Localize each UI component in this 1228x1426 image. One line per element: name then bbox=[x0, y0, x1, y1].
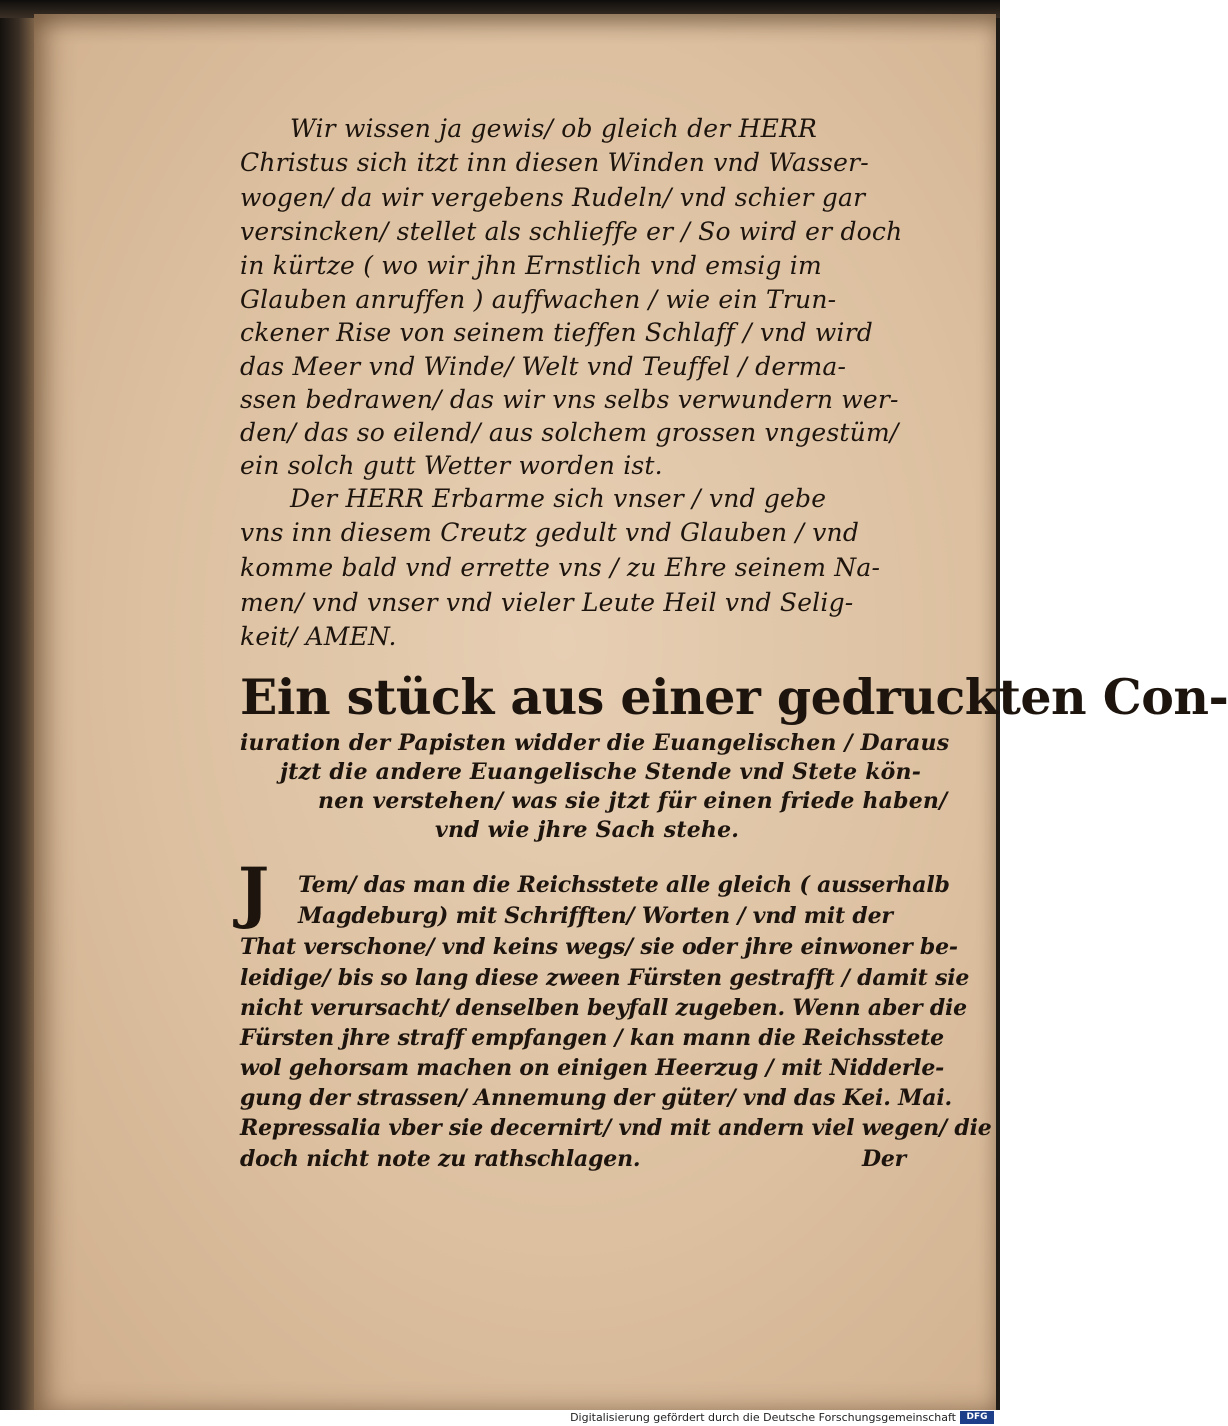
body-line: men/ vnd vnser vnd vieler Leute Heil vnd Selig- bbox=[240, 588, 854, 617]
item-line: Magdeburg) mit Schrifften/ Worten / vnd mit der bbox=[298, 903, 893, 929]
item-line: leidige/ bis so lang diese zween Fürsten gestrafft / damit sie bbox=[240, 965, 970, 991]
body-line: wogen/ da wir vergebens Rudeln/ vnd schier gar bbox=[240, 183, 866, 212]
footer-credit: Digitalisierung gefördert durch die Deutsche Forschungsgemeinschaft bbox=[570, 1411, 956, 1424]
item-line: Repressalia vber sie decernirt/ vnd mit andern viel wegen/ die bbox=[240, 1115, 992, 1141]
drop-cap-initial: J bbox=[238, 853, 270, 931]
body-line: Wir wissen ja gewis/ ob gleich der HERR bbox=[290, 114, 818, 143]
item-line: wol gehorsam machen on einigen Heerzug / mit Nidderle- bbox=[240, 1055, 945, 1081]
item-line: doch nicht note zu rathschlagen. bbox=[240, 1146, 641, 1172]
body-line: ein solch gutt Wetter worden ist. bbox=[240, 451, 663, 480]
body-line: komme bald vnd errette vns / zu Ehre seinem Na- bbox=[240, 553, 881, 582]
body-line: Christus sich itzt inn diesen Winden vnd Wasser- bbox=[240, 148, 869, 177]
catchword: Der bbox=[862, 1146, 907, 1172]
body-line: vns inn diesem Creutz gedult vnd Glauben / vnd bbox=[240, 518, 860, 547]
body-line: ssen bedrawen/ das wir vns selbs verwundern wer- bbox=[240, 385, 899, 414]
body-line: in kürtze ( wo wir jhn Ernstlich vnd emsig im bbox=[240, 251, 822, 280]
heading-line: vnd wie jhre Sach stehe. bbox=[435, 817, 740, 843]
body-line: den/ das so eilend/ aus solchem grossen vngestüm/ bbox=[240, 418, 899, 447]
item-line: gung der strassen/ Annemung der güter/ vnd das Kei. Mai. bbox=[240, 1085, 952, 1111]
dfg-logo: DFG bbox=[960, 1411, 994, 1424]
item-line: That verschone/ vnd keins wegs/ sie oder jhre einwoner be- bbox=[240, 934, 958, 960]
body-line: keit/ AMEN. bbox=[240, 622, 397, 651]
binding-edge bbox=[0, 0, 34, 1410]
heading-line: nen verstehen/ was sie jtzt für einen friede haben/ bbox=[318, 788, 948, 814]
body-line: das Meer vnd Winde/ Welt vnd Teuffel / derma- bbox=[240, 352, 847, 381]
body-line: versincken/ stellet als schlieffe er / So wird er doch bbox=[240, 217, 903, 246]
item-line: Fürsten jhre straff empfangen / kan mann die Reichsstete bbox=[240, 1025, 944, 1051]
heading-line: iuration der Papisten widder die Euangelischen / Daraus bbox=[240, 730, 950, 756]
body-line: Der HERR Erbarme sich vnser / vnd gebe bbox=[290, 484, 827, 513]
body-line: ckener Rise von seinem tieffen Schlaff / vnd wird bbox=[240, 318, 873, 347]
body-line: Glauben anruffen ) auffwachen / wie ein Trun- bbox=[240, 285, 837, 314]
heading-line: jtzt die andere Euangelische Stende vnd Stete kön- bbox=[280, 759, 922, 785]
item-line: Tem/ das man die Reichsstete alle gleich ( ausserhalb bbox=[298, 872, 950, 898]
item-line: nicht verursacht/ denselben beyfall zugeben. Wenn aber die bbox=[240, 995, 967, 1021]
section-heading: Ein stück aus einer gedruckten Con- bbox=[240, 668, 1228, 726]
